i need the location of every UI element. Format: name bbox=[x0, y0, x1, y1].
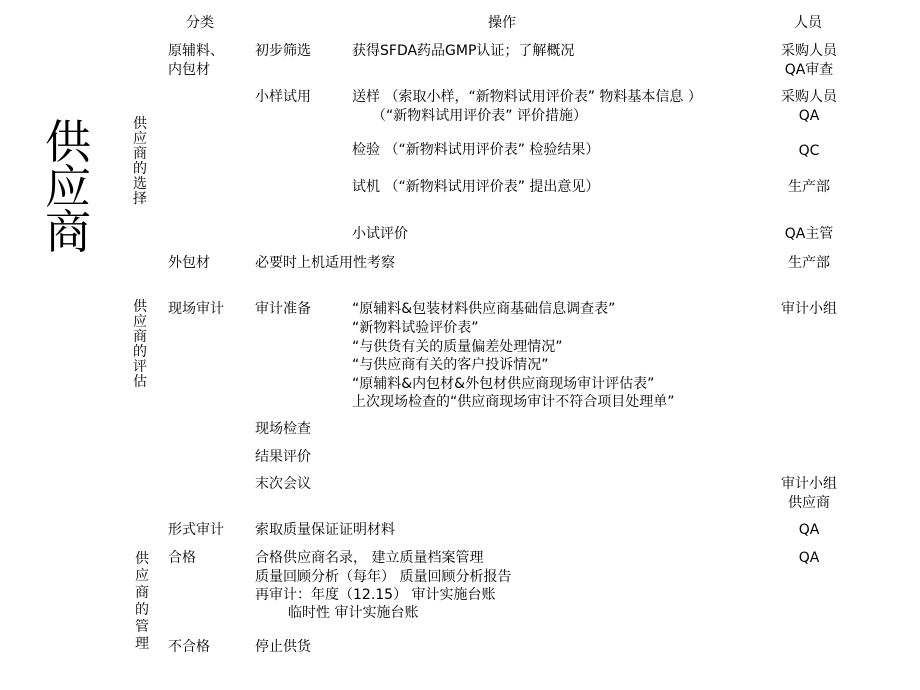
person-audit-team-2: 审计小组 bbox=[781, 476, 837, 492]
header-operation: 操作 bbox=[488, 15, 516, 31]
header-category: 分类 bbox=[186, 15, 214, 31]
category-formal-audit: 形式审计 bbox=[168, 522, 224, 538]
person-production-2: 生产部 bbox=[788, 255, 830, 271]
op-send-sample-2: （“新物料试用评价表” 评价措施） bbox=[372, 108, 587, 124]
person-purchasing-2: 采购人员 bbox=[781, 89, 837, 105]
op-outer-pack: 必要时上机适用性考察 bbox=[255, 255, 395, 271]
audit-doc-1: “原辅料&包装材料供应商基础信息调查表” bbox=[352, 301, 616, 317]
op-formal-audit: 索取质量保证证明材料 bbox=[255, 522, 395, 538]
step-onsite-check: 现场检查 bbox=[255, 421, 311, 437]
category-outer-pack: 外包材 bbox=[168, 255, 210, 271]
section-evaluation: 供应商的评估 bbox=[133, 299, 147, 390]
op-send-sample-1: 送样 （索取小样，“新物料试用评价表” 物料基本信息 ） bbox=[352, 89, 702, 105]
person-audit-team: 审计小组 bbox=[781, 301, 837, 317]
person-qa: QA bbox=[798, 108, 820, 124]
step-initial-screen: 初步筛选 bbox=[255, 43, 311, 59]
step-audit-prep: 审计准备 bbox=[255, 301, 311, 317]
person-purchasing: 采购人员 bbox=[781, 43, 837, 59]
person-qa-2: QA bbox=[798, 522, 820, 538]
step-final-meeting: 末次会议 bbox=[255, 476, 311, 492]
step-result-eval: 结果评价 bbox=[255, 449, 311, 465]
person-qa-3: QA bbox=[798, 550, 820, 566]
op-qualified-4: 临时性 审计实施台账 bbox=[288, 605, 419, 621]
person-production: 生产部 bbox=[788, 179, 830, 195]
person-qa-supervisor: QA主管 bbox=[784, 226, 834, 242]
category-unqualified: 不合格 bbox=[168, 639, 210, 655]
category-onsite-audit: 现场审计 bbox=[168, 301, 224, 317]
header-personnel: 人员 bbox=[794, 15, 822, 31]
op-inspect: 检验 （“新物料试用评价表” 检验结果） bbox=[352, 142, 600, 158]
person-qa-review: QA审查 bbox=[784, 62, 834, 78]
person-qc: QC bbox=[798, 143, 820, 159]
op-trial-run: 试机 （“新物料试用评价表” 提出意见） bbox=[352, 179, 600, 195]
audit-doc-5: “原辅料&内包材&外包材供应商现场审计评估表” bbox=[352, 376, 655, 392]
category-raw-material-2: 内包材 bbox=[168, 62, 210, 78]
category-qualified: 合格 bbox=[168, 550, 196, 566]
op-qualified-2: 质量回顾分析（每年） 质量回顾分析报告 bbox=[255, 569, 512, 585]
audit-doc-3: “与供货有关的质量偏差处理情况” bbox=[352, 339, 563, 355]
op-unqualified: 停止供货 bbox=[255, 639, 311, 655]
op-initial-screen: 获得SFDA药品GMP认证；了解概况 bbox=[352, 43, 575, 59]
audit-doc-4: “与供应商有关的客户投诉情况” bbox=[352, 357, 549, 373]
op-qualified-3: 再审计：年度（12.15） 审计实施台账 bbox=[255, 587, 496, 603]
section-management: 供应商的管理 bbox=[135, 551, 149, 652]
step-small-trial: 小样试用 bbox=[255, 89, 311, 105]
section-selection: 供应商的选择 bbox=[133, 116, 147, 207]
person-supplier: 供应商 bbox=[788, 495, 830, 511]
audit-doc-6: 上次现场检查的“供应商现场审计不符合项目处理单” bbox=[352, 394, 675, 410]
category-raw-material-1: 原辅料、 bbox=[168, 43, 224, 59]
page-title: 供应商 bbox=[45, 115, 91, 259]
op-small-eval: 小试评价 bbox=[352, 226, 408, 242]
audit-doc-2: “新物料试验评价表” bbox=[352, 320, 479, 336]
op-qualified-1: 合格供应商名录， 建立质量档案管理 bbox=[255, 550, 484, 566]
